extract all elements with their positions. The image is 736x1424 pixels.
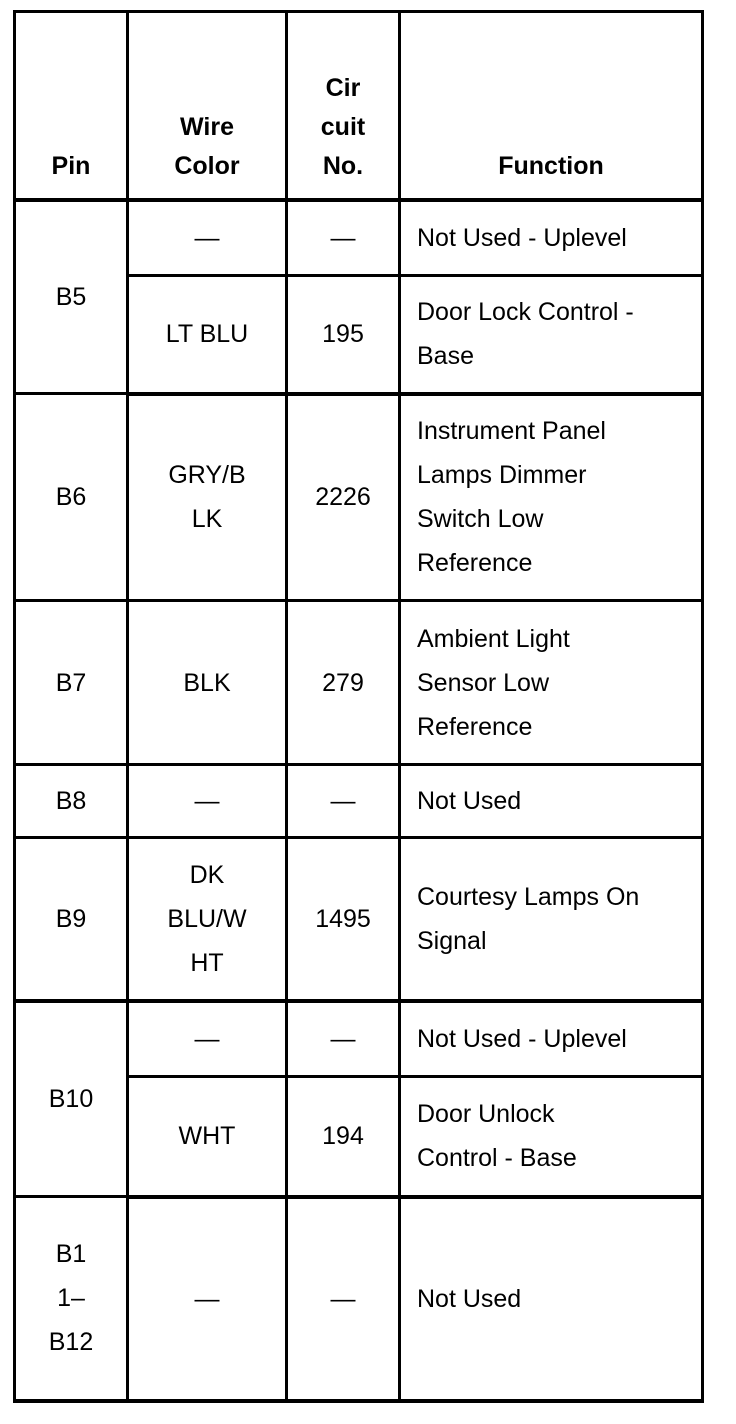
function-cell: Courtesy Lamps On Signal bbox=[400, 838, 703, 1001]
pin-cell: B10 bbox=[15, 1001, 128, 1197]
function-cell: Not Used - Uplevel bbox=[400, 1001, 703, 1077]
pin-cell: B1 1– B12 bbox=[15, 1197, 128, 1401]
pin-cell: B9 bbox=[15, 838, 128, 1001]
table-row bbox=[15, 838, 703, 1001]
table-row bbox=[15, 601, 703, 765]
circuit-no-cell: — bbox=[287, 765, 400, 838]
circuit-no-cell: 2226 bbox=[287, 394, 400, 601]
pin-cell: B5 bbox=[15, 200, 128, 394]
function-cell: Door Lock Control - Base bbox=[400, 276, 703, 394]
wire-color-cell: — bbox=[128, 1001, 287, 1077]
pin-cell: B8 bbox=[15, 765, 128, 838]
circuit-no-cell: 1495 bbox=[287, 838, 400, 1001]
table-row bbox=[15, 1197, 703, 1401]
circuit-no-cell: 194 bbox=[287, 1077, 400, 1197]
circuit-no-cell: 279 bbox=[287, 601, 400, 765]
wire-color-cell: BLK bbox=[128, 601, 287, 765]
pinout-table bbox=[13, 10, 704, 1403]
table-row bbox=[15, 394, 703, 601]
function-cell: Not Used bbox=[400, 765, 703, 838]
wire-color-cell: WHT bbox=[128, 1077, 287, 1197]
table-row bbox=[15, 200, 703, 276]
wire-color-cell: LT BLU bbox=[128, 276, 287, 394]
function-cell: Not Used bbox=[400, 1197, 703, 1401]
circuit-no-cell: 195 bbox=[287, 276, 400, 394]
wire-color-cell: — bbox=[128, 1197, 287, 1401]
header-function: Function bbox=[400, 12, 703, 200]
header-circuit-no: Cir cuit No. bbox=[287, 12, 400, 200]
function-cell: Instrument Panel Lamps Dimmer Switch Low Reference bbox=[400, 394, 703, 601]
table-header-row bbox=[15, 12, 703, 200]
pin-cell: B7 bbox=[15, 601, 128, 765]
table-row bbox=[15, 1001, 703, 1077]
header-pin: Pin bbox=[15, 12, 128, 200]
circuit-no-cell: — bbox=[287, 200, 400, 276]
table-row bbox=[15, 765, 703, 838]
circuit-no-cell: — bbox=[287, 1197, 400, 1401]
wire-color-cell: — bbox=[128, 200, 287, 276]
wire-color-cell: GRY/B LK bbox=[128, 394, 287, 601]
wire-color-cell: DK BLU/W HT bbox=[128, 838, 287, 1001]
function-cell: Not Used - Uplevel bbox=[400, 200, 703, 276]
header-wire-color: Wire Color bbox=[128, 12, 287, 200]
function-cell: Ambient Light Sensor Low Reference bbox=[400, 601, 703, 765]
circuit-no-cell: — bbox=[287, 1001, 400, 1077]
function-cell: Door Unlock Control - Base bbox=[400, 1077, 703, 1197]
wire-color-cell: — bbox=[128, 765, 287, 838]
pin-cell: B6 bbox=[15, 394, 128, 601]
